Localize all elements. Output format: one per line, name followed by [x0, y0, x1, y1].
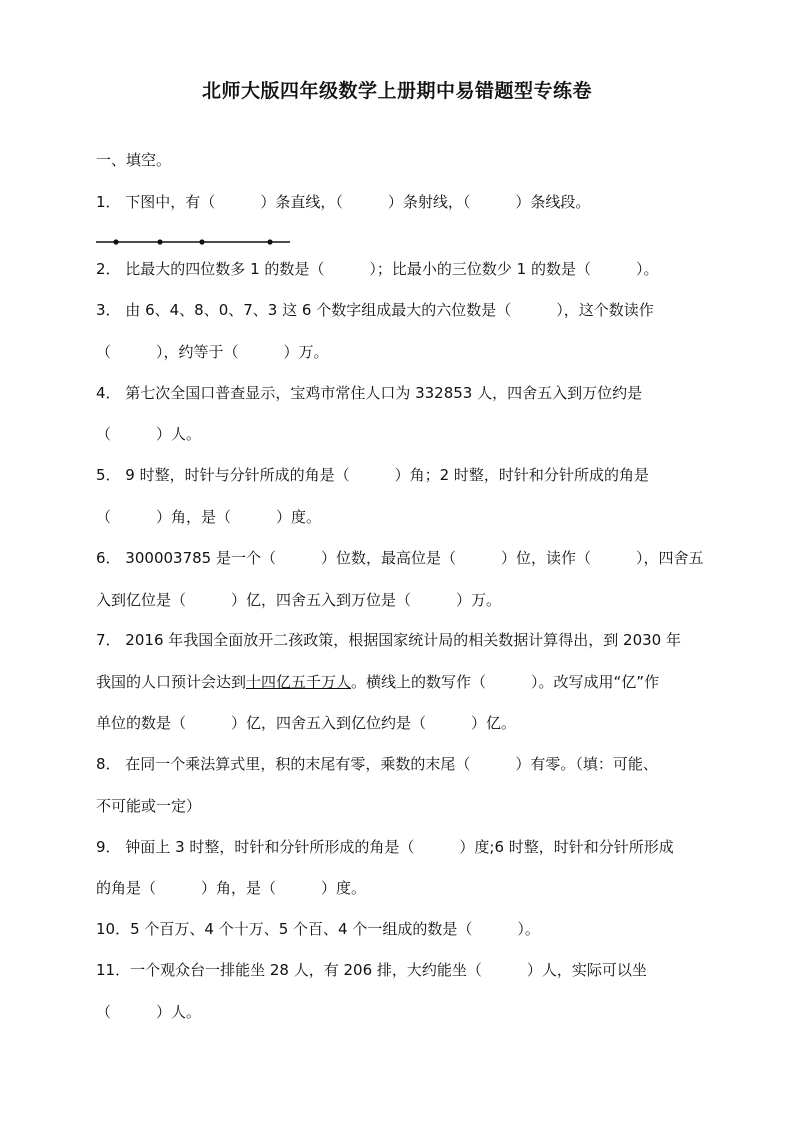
figure-point: [157, 239, 162, 244]
question-7-cont2: 单位的数是（ ）亿，四舍五入到亿位约是（ ）亿。: [96, 714, 517, 732]
question-6-cont: 入到亿位是（ ）亿，四舍五入到万位是（ ）万。: [96, 591, 502, 609]
page-title: 北师大版四年级数学上册期中易错题型专练卷: [201, 80, 592, 102]
section-heading: 一、填空。: [96, 151, 172, 169]
question-8-line: 8． 在同一个乘法算式里，积的末尾有零，乘数的末尾（ ）有零。（填：可能、: [96, 755, 658, 773]
figure-point: [267, 239, 272, 244]
question-7-cont: [96, 672, 659, 692]
figure-point: [199, 239, 204, 244]
question-3-line: 3． 由 6、4、8、0、7、3 这 6 个数字组成最大的六位数是（ ），这个数读作: [96, 301, 654, 319]
question-11-cont: （ ）人。: [96, 1003, 202, 1021]
q7-text-a: 我国的人口预计会达到: [96, 673, 247, 691]
question-4-line: 4． 第七次全国口普查显示，宝鸡市常住人口为 332853 人，四舍五入到万位约是: [96, 384, 643, 402]
question-11-line: 11．一个观众台一排能坐 28 人，有 206 排，大约能坐（ ）人，实际可以坐: [96, 961, 647, 979]
question-7-line: 7． 2016 年我国全面放开二孩政策，根据国家统计局的相关数据计算得出，到 2030 年: [96, 631, 681, 649]
question-1-line: 1． 下图中，有（ ）条直线，（ ）条射线，（ ）条线段。: [96, 193, 591, 211]
question-3-cont: （ ），约等于（ ）万。: [96, 343, 329, 361]
q7-underlined-number: 十四亿五千万人: [246, 673, 352, 691]
question-9-line: 9． 钟面上 3 时整，时针和分针所形成的角是（ ）度;6 时整，时针和分针所形成: [96, 838, 674, 856]
figure-point: [113, 239, 118, 244]
question-2-line: 2． 比最大的四位数多 1 的数是（ ）；比最小的三位数少 1 的数是（ ）。: [96, 260, 659, 278]
q7-text-c: 。横线上的数写作（ ）。改写成用“亿”作: [351, 673, 660, 691]
question-9-cont: 的角是（ ）角，是（ ）度。: [96, 879, 367, 897]
question-4-cont: （ ）人。: [96, 425, 202, 443]
question-8-cont: 不可能或一定）: [96, 797, 202, 815]
question-10-line: 10．5 个百万、4 个十万、5 个百、4 个一组成的数是（ ）。: [96, 920, 540, 938]
question-6-line: 6． 300003785 是一个（ ）位数，最高位是（ ）位，读作（ ），四舍五: [96, 549, 704, 567]
question-5-cont: （ ）角，是（ ）度。: [96, 508, 322, 526]
line-segment-figure: [94, 234, 294, 250]
question-5-line: 5． 9 时整，时针与分针所成的角是（ ）角；2 时整，时针和分针所成的角是: [96, 466, 649, 484]
